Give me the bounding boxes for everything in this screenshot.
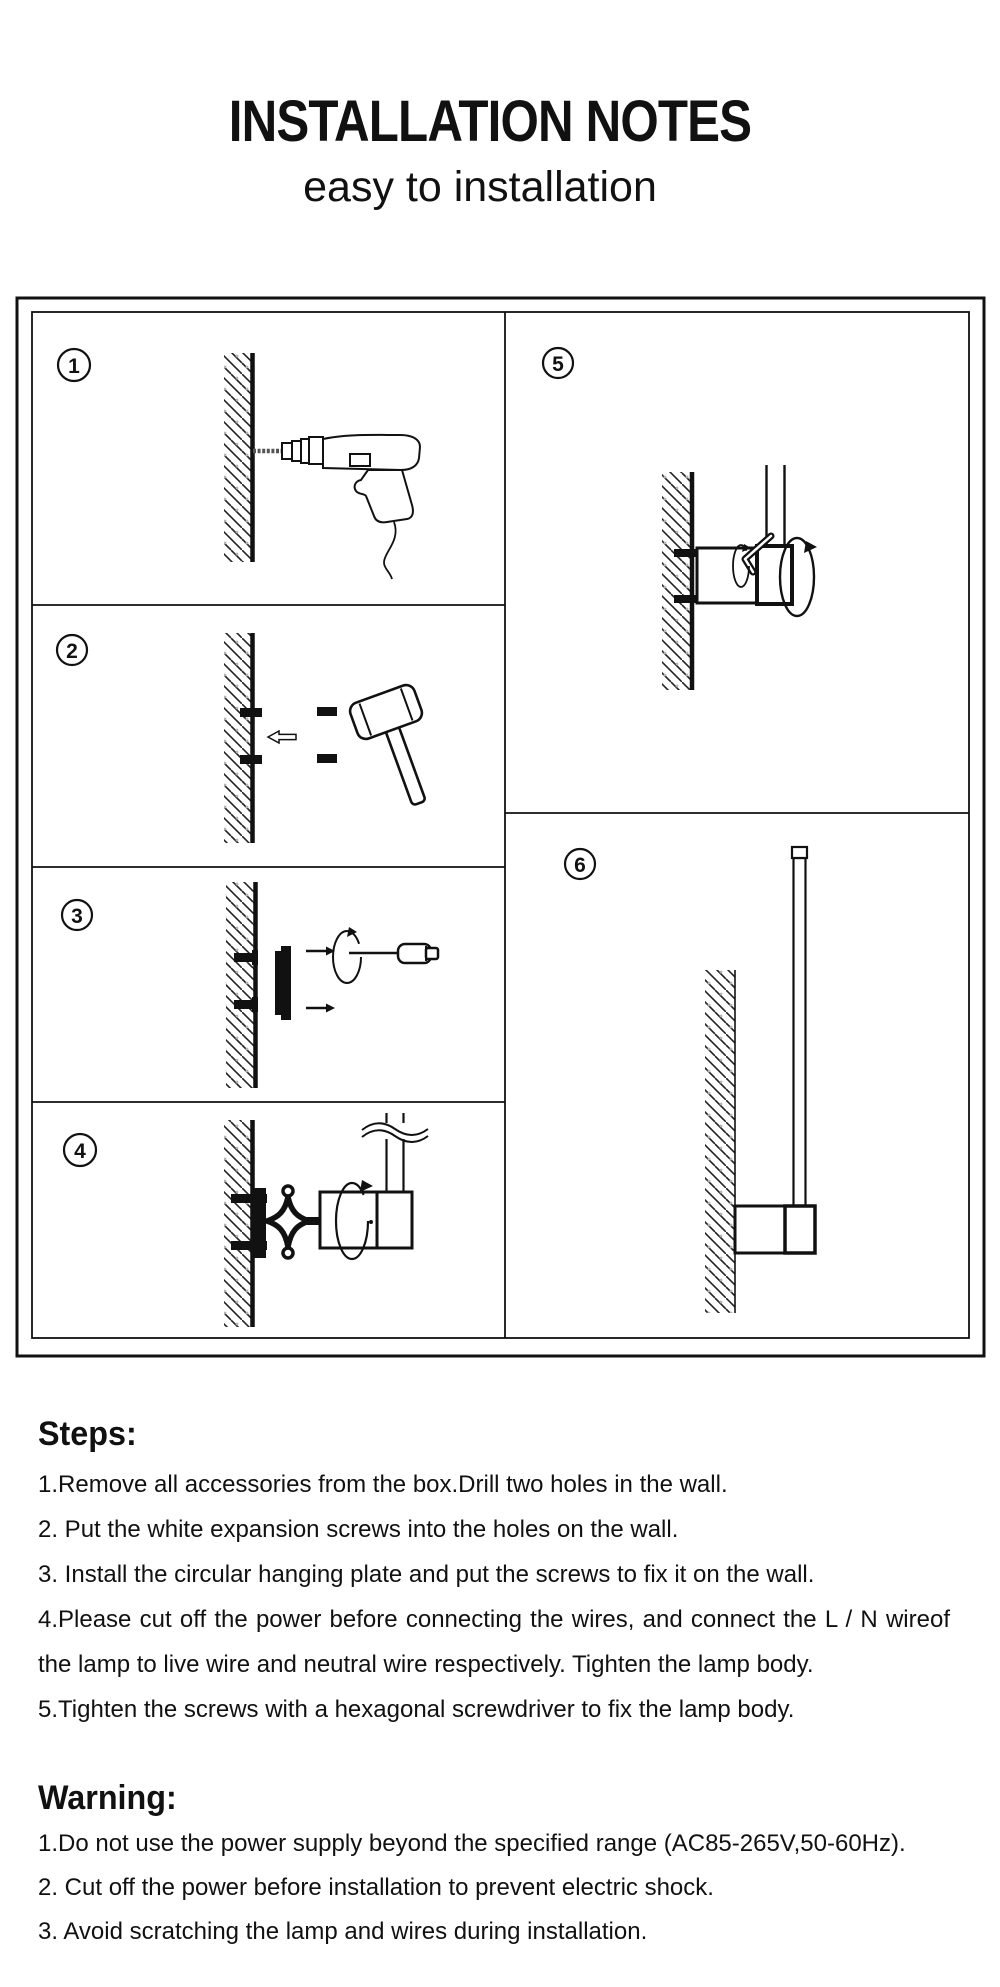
panel-5-number: 5 [552,353,564,376]
loose-screws [317,707,337,763]
panel-6-badge [565,849,595,879]
panel-3-hanging-plate [62,882,438,1088]
panel-4-attach-lamp [64,1113,428,1327]
step-item: 3. Install the circular hanging plate and put the screws to fix it on the wall. [38,1561,815,1588]
warning-item: 3. Avoid scratching the lamp and wires during installation. [38,1918,648,1945]
panel-1-drill-holes [58,349,420,579]
wall-hatch [705,970,735,1313]
wall-hatch [224,353,253,562]
bracket-icon [267,1186,320,1258]
wall-hatch [226,882,256,1088]
panel-3-number: 3 [71,905,83,928]
panel-1-number: 1 [68,355,80,378]
warning-item: 1.Do not use the power supply beyond the specified range (AC85-265V,50-60Hz). [38,1830,906,1857]
wall-hatch [224,633,253,843]
wall-lamp-icon [735,847,815,1253]
diagram-frame [17,298,984,1356]
step-item: 4.Please cut off the power before connecting the wires, and connect the L / N wireof the lamp to live wire and neutral wire respectively. Tighten the lamp body. [38,1606,950,1678]
step-item: 5.Tighten the screws with a hexagonal screwdriver to fix the lamp body. [38,1696,795,1723]
panel-2-number: 2 [66,640,78,663]
panel-3-badge [62,900,92,930]
wall-hatch [224,1120,253,1327]
screwdriver-icon [338,944,438,963]
panel-1-badge [58,349,90,381]
panel-2-expansion-screws [57,633,451,843]
step-item: 2. Put the white expansion screws into the holes on the wall. [38,1516,679,1543]
panel-5-hex-tighten [543,348,817,690]
hanging-plate-icon [275,946,291,1020]
panel-6-number: 6 [574,854,586,877]
electric-drill-icon [253,435,420,579]
step-item: 1.Remove all accessories from the box.Drill two holes in the wall. [38,1471,728,1498]
panel-4-number: 4 [74,1140,86,1163]
wall-hatch [662,472,692,690]
page-title: INSTALLATION NOTES [228,89,752,154]
panel-2-badge [57,635,87,665]
mallet-icon [348,683,452,815]
steps-heading: Steps: [38,1415,137,1453]
insert-arrow-icon [268,731,296,743]
push-arrows [306,947,335,1013]
panel-4-badge [64,1134,96,1166]
warning-item: 2. Cut off the power before installation to prevent electric shock. [38,1874,714,1901]
page-subtitle: easy to installation [303,163,657,211]
panel-6-finished-lamp [565,847,815,1313]
panel-5-badge [543,348,573,378]
warning-heading: Warning: [38,1779,177,1817]
